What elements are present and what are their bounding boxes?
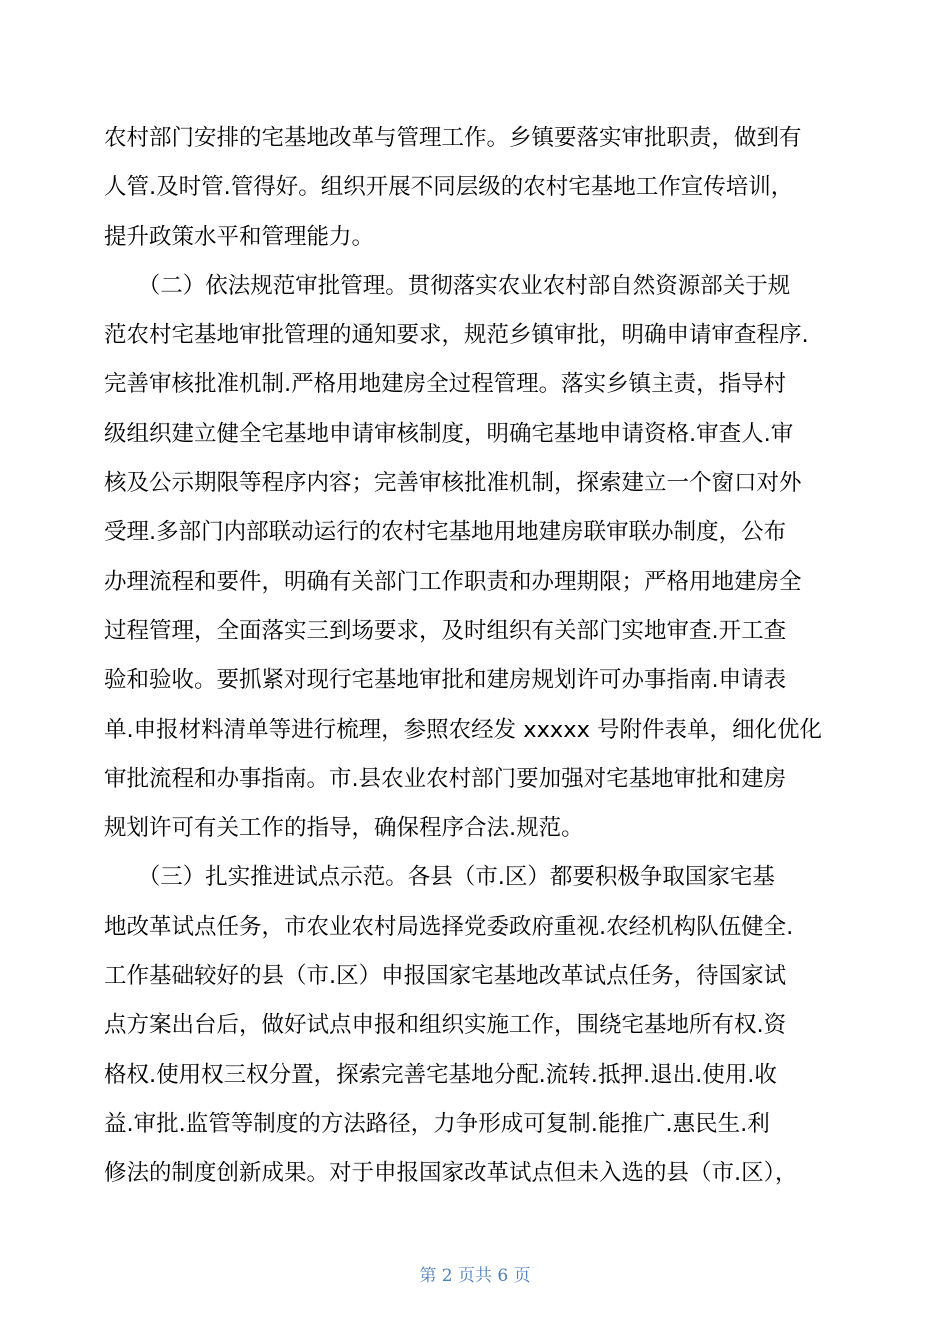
- text-line: 地改革试点任务，市农业农村局选择党委政府重视.农经机构队伍健全.: [104, 913, 794, 940]
- text-line: 核及公示期限等程序内容；完善审核批准机制，探索建立一个窗口对外: [104, 470, 802, 497]
- text-line: 完善审核批准机制.严格用地建房全过程管理。落实乡镇主责，指导村: [104, 371, 787, 398]
- document-body: [104, 114, 849, 1199]
- text-line: 受理.多部门内部联动运行的农村宅基地用地建房联审联办制度，公布: [104, 519, 787, 546]
- text-line: 益.审批.监管等制度的方法路径，力争形成可复制.能推广.惠民生.利: [104, 1110, 770, 1137]
- section-heading-line: （三）扎实推进试点示范。各县（市.区）都要积极争取国家宅基: [104, 864, 775, 891]
- text-line: 过程管理，全面落实三到场要求，及时组织有关部门实地审查.开工查: [104, 617, 787, 644]
- text-line: 工作基础较好的县（市.区）申报国家宅基地改革试点任务，待国家试: [104, 963, 787, 990]
- text-line: 格权.使用权三权分置，探索完善宅基地分配.流转.抵押.退出.使用.收: [104, 1061, 777, 1088]
- text-line: 修法的制度创新成果。对于申报国家改革试点但未入选的县（市.区），: [104, 1160, 798, 1187]
- page-number-footer: 第 2 页共 6 页: [419, 1266, 531, 1286]
- text-line: 验和验收。要抓紧对现行宅基地审批和建房规划许可办事指南.申请表: [104, 667, 787, 694]
- text-line: 级组织建立健全宅基地申请审核制度，明确宅基地申请资格.审查人.审: [104, 420, 794, 447]
- text-line: 办理流程和要件，明确有关部门工作职责和办理期限；严格用地建房全: [104, 568, 802, 595]
- text-line: 规划许可有关工作的指导，确保程序合法.规范。: [104, 815, 584, 842]
- text-line: 单.申报材料清单等进行梳理，参照农经发 xxxxx 号附件表单，细化优化: [104, 716, 823, 743]
- section-heading-line: （二）依法规范审批管理。贯彻落实农业农村部自然资源部关于规: [104, 272, 791, 299]
- text-line: 农村部门安排的宅基地改革与管理工作。乡镇要落实审批职责，做到有: [104, 125, 802, 151]
- text-line: 人管.及时管.管得好。组织开展不同层级的农村宅基地工作宣传培训，: [104, 174, 794, 201]
- text-line: 点方案出台后，做好试点申报和组织实施工作，围绕宅基地所有权.资: [104, 1012, 787, 1039]
- text-line: 提升政策水平和管理能力。: [104, 223, 375, 250]
- text-line: 审批流程和办事指南。市.县农业农村部门要加强对宅基地审批和建房: [104, 765, 787, 792]
- text-line: 范农村宅基地审批管理的通知要求，规范乡镇审批，明确申请审查程序.: [104, 322, 809, 349]
